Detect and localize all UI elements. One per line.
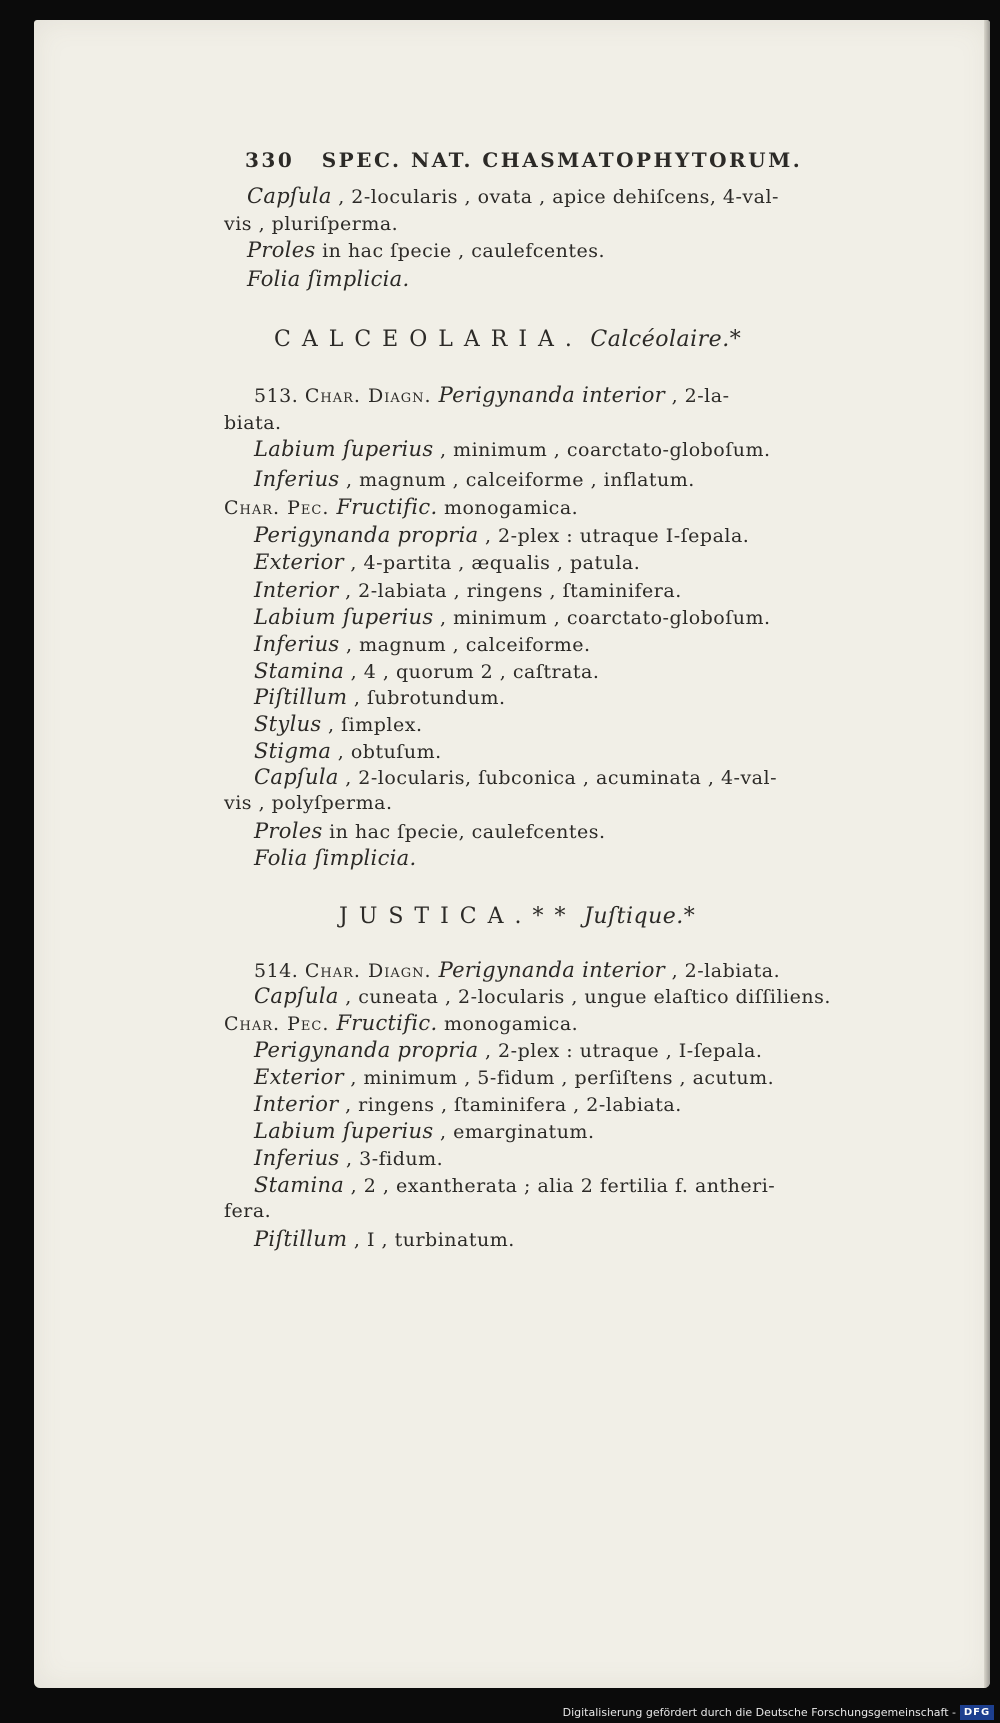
text-segment: , minimum , coarctato-globoſum. xyxy=(433,439,771,461)
text-segment: JUSTICA.** xyxy=(339,904,577,929)
exterior-line xyxy=(254,550,640,574)
text-segment: Fructific. xyxy=(336,1011,438,1035)
text-segment: , cuneata , 2-locularis , ungue elaſtico diſſiliens. xyxy=(338,986,831,1008)
text-segment: Folia ſimplicia. xyxy=(247,267,410,291)
text-segment: , minimum , coarctato-globoſum. xyxy=(433,607,771,629)
text-segment: Stamina xyxy=(254,1173,345,1197)
char-diagn-513-cont xyxy=(224,412,282,434)
exterior-line-2 xyxy=(254,1065,774,1089)
text-segment: Inferius xyxy=(254,1146,340,1170)
labium-superius-line-2 xyxy=(254,605,771,629)
char-pec-line-2 xyxy=(224,1011,578,1035)
capsula-line xyxy=(247,184,779,208)
text-segment: Piſtillum xyxy=(254,1227,348,1251)
stamina-line-2 xyxy=(254,1173,775,1197)
text-segment: Char. Diagn. xyxy=(304,960,439,982)
dfg-logo: DFG xyxy=(960,1705,994,1720)
interior-line-2 xyxy=(254,1092,682,1116)
text-segment: , 2-labiata , ringens , ſtaminifera. xyxy=(338,580,682,602)
text-segment: Capſula xyxy=(254,984,339,1008)
digitization-credit: Digitalisierung gefördert durch die Deutsche Forschungsgemeinschaft - xyxy=(562,1706,956,1719)
book-page xyxy=(34,20,990,1688)
proles-line xyxy=(247,238,605,262)
char-diagn-514 xyxy=(254,958,780,982)
page-number: 330 xyxy=(245,148,295,172)
stylus-line xyxy=(254,712,423,736)
text-segment: , I , turbinatum. xyxy=(347,1229,515,1251)
labium-superius-line xyxy=(254,437,771,461)
text-segment: Proles xyxy=(247,238,316,262)
inferius-line xyxy=(254,467,695,491)
text-segment: Char. Diagn. xyxy=(304,385,439,407)
char-diagn-513 xyxy=(254,383,729,407)
text-segment: Fructific. xyxy=(336,495,438,519)
text-segment: , 4 , quorum 2 , caſtrata. xyxy=(344,661,600,683)
pistillum-line-2 xyxy=(254,1227,515,1251)
text-segment: Juſtique.* xyxy=(576,904,696,929)
capsula-cont-2 xyxy=(224,792,393,814)
text-segment: Stylus xyxy=(254,712,322,736)
labium-superius-line-3 xyxy=(254,1119,595,1143)
text-segment: in hac ſpecie , caulefcentes. xyxy=(315,240,606,262)
genus-calceolaria xyxy=(274,327,741,352)
text-segment: monogamica. xyxy=(437,497,579,519)
text-segment: , minimum , 5-fidum , perſiſtens , acutum. xyxy=(343,1067,775,1089)
text-segment: , 3-fidum. xyxy=(339,1148,444,1170)
capsula-line-3 xyxy=(254,984,831,1008)
text-segment: Stamina xyxy=(254,659,345,683)
text-segment: Calcéolaire.* xyxy=(582,327,742,352)
text-segment: , 2-plex : utraque I-ſepala. xyxy=(478,525,750,547)
perigynanda-propria-line xyxy=(254,523,749,547)
stamina-line xyxy=(254,659,599,683)
running-header xyxy=(245,148,802,172)
folia-line-2 xyxy=(254,846,416,870)
capsula-cont xyxy=(224,213,398,235)
text-segment: Labium ſuperius xyxy=(254,437,434,461)
text-segment: , magnum , calceiforme , inflatum. xyxy=(339,469,695,491)
char-pec-line xyxy=(224,495,578,519)
text-segment: Perigynanda propria xyxy=(254,523,479,547)
text-segment: Perigynanda propria xyxy=(254,1038,479,1062)
stamina-cont xyxy=(224,1200,271,1222)
pistillum-line xyxy=(254,685,506,709)
text-segment: , 2-la- xyxy=(665,385,730,407)
text-segment: , 2 , exantherata ; alia 2 fertilia f. antheri- xyxy=(344,1175,776,1197)
proles-line-2 xyxy=(254,819,606,843)
text-segment: , 2-locularis, ſubconica , acuminata , 4-val- xyxy=(338,767,778,789)
text-segment: CALCEOLARIA. xyxy=(274,327,583,352)
running-title: SPEC. NAT. CHASMATOPHYTORUM. xyxy=(321,148,803,172)
text-segment: , 2-labiata. xyxy=(665,960,781,982)
stigma-line xyxy=(254,739,442,763)
text-segment: , 4-partita , æqualis , patula. xyxy=(343,552,641,574)
text-segment: , 2-locularis , ovata , apice dehiſcens, 4-val- xyxy=(331,186,779,208)
text-segment: , ſimplex. xyxy=(321,714,423,736)
text-segment: , obtuſum. xyxy=(331,741,442,763)
text-segment: Labium ſuperius xyxy=(254,1119,434,1143)
text-segment: Char. Pec. xyxy=(224,497,337,519)
text-segment: 514. xyxy=(254,960,305,982)
perigynanda-propria-line-2 xyxy=(254,1038,762,1062)
text-segment: Inferius xyxy=(254,467,340,491)
text-segment: , ſubrotundum. xyxy=(347,687,506,709)
text-segment: Perigynanda interior xyxy=(438,958,666,982)
text-segment: monogamica. xyxy=(437,1013,579,1035)
text-segment: Stigma xyxy=(254,739,332,763)
text-segment: , magnum , calceiforme. xyxy=(339,634,591,656)
interior-line xyxy=(254,578,682,602)
text-segment: Proles xyxy=(254,819,323,843)
text-segment: fera. xyxy=(224,1200,272,1222)
text-segment: biata. xyxy=(224,412,282,434)
text-segment: , ringens , ſtaminifera , 2-labiata. xyxy=(338,1094,682,1116)
text-segment: Piſtillum xyxy=(254,685,348,709)
text-segment: Char. Pec. xyxy=(224,1013,337,1035)
text-segment: Folia ſimplicia. xyxy=(254,846,417,870)
folia-line xyxy=(247,267,409,291)
inferius-line-2 xyxy=(254,632,591,656)
text-segment: 513. xyxy=(254,385,305,407)
page-edge xyxy=(984,20,990,1688)
text-segment: Interior xyxy=(254,578,339,602)
text-segment: , 2-plex : utraque , I-ſepala. xyxy=(478,1040,763,1062)
text-segment: Perigynanda interior xyxy=(438,383,666,407)
text-segment: Exterior xyxy=(254,1065,344,1089)
text-segment: Interior xyxy=(254,1092,339,1116)
capsula-line-2 xyxy=(254,765,777,789)
text-segment: in hac ſpecie, caulefcentes. xyxy=(322,821,606,843)
text-segment: vis , pluriſperma. xyxy=(224,213,399,235)
text-segment: Labium ſuperius xyxy=(254,605,434,629)
text-segment: vis , polyſperma. xyxy=(224,792,393,814)
text-segment: , emarginatum. xyxy=(433,1121,595,1143)
inferius-line-3 xyxy=(254,1146,443,1170)
text-segment: Inferius xyxy=(254,632,340,656)
genus-justica xyxy=(339,904,695,929)
text-segment: Exterior xyxy=(254,550,344,574)
text-segment: Capſula xyxy=(254,765,339,789)
text-segment: Capſula xyxy=(247,184,332,208)
